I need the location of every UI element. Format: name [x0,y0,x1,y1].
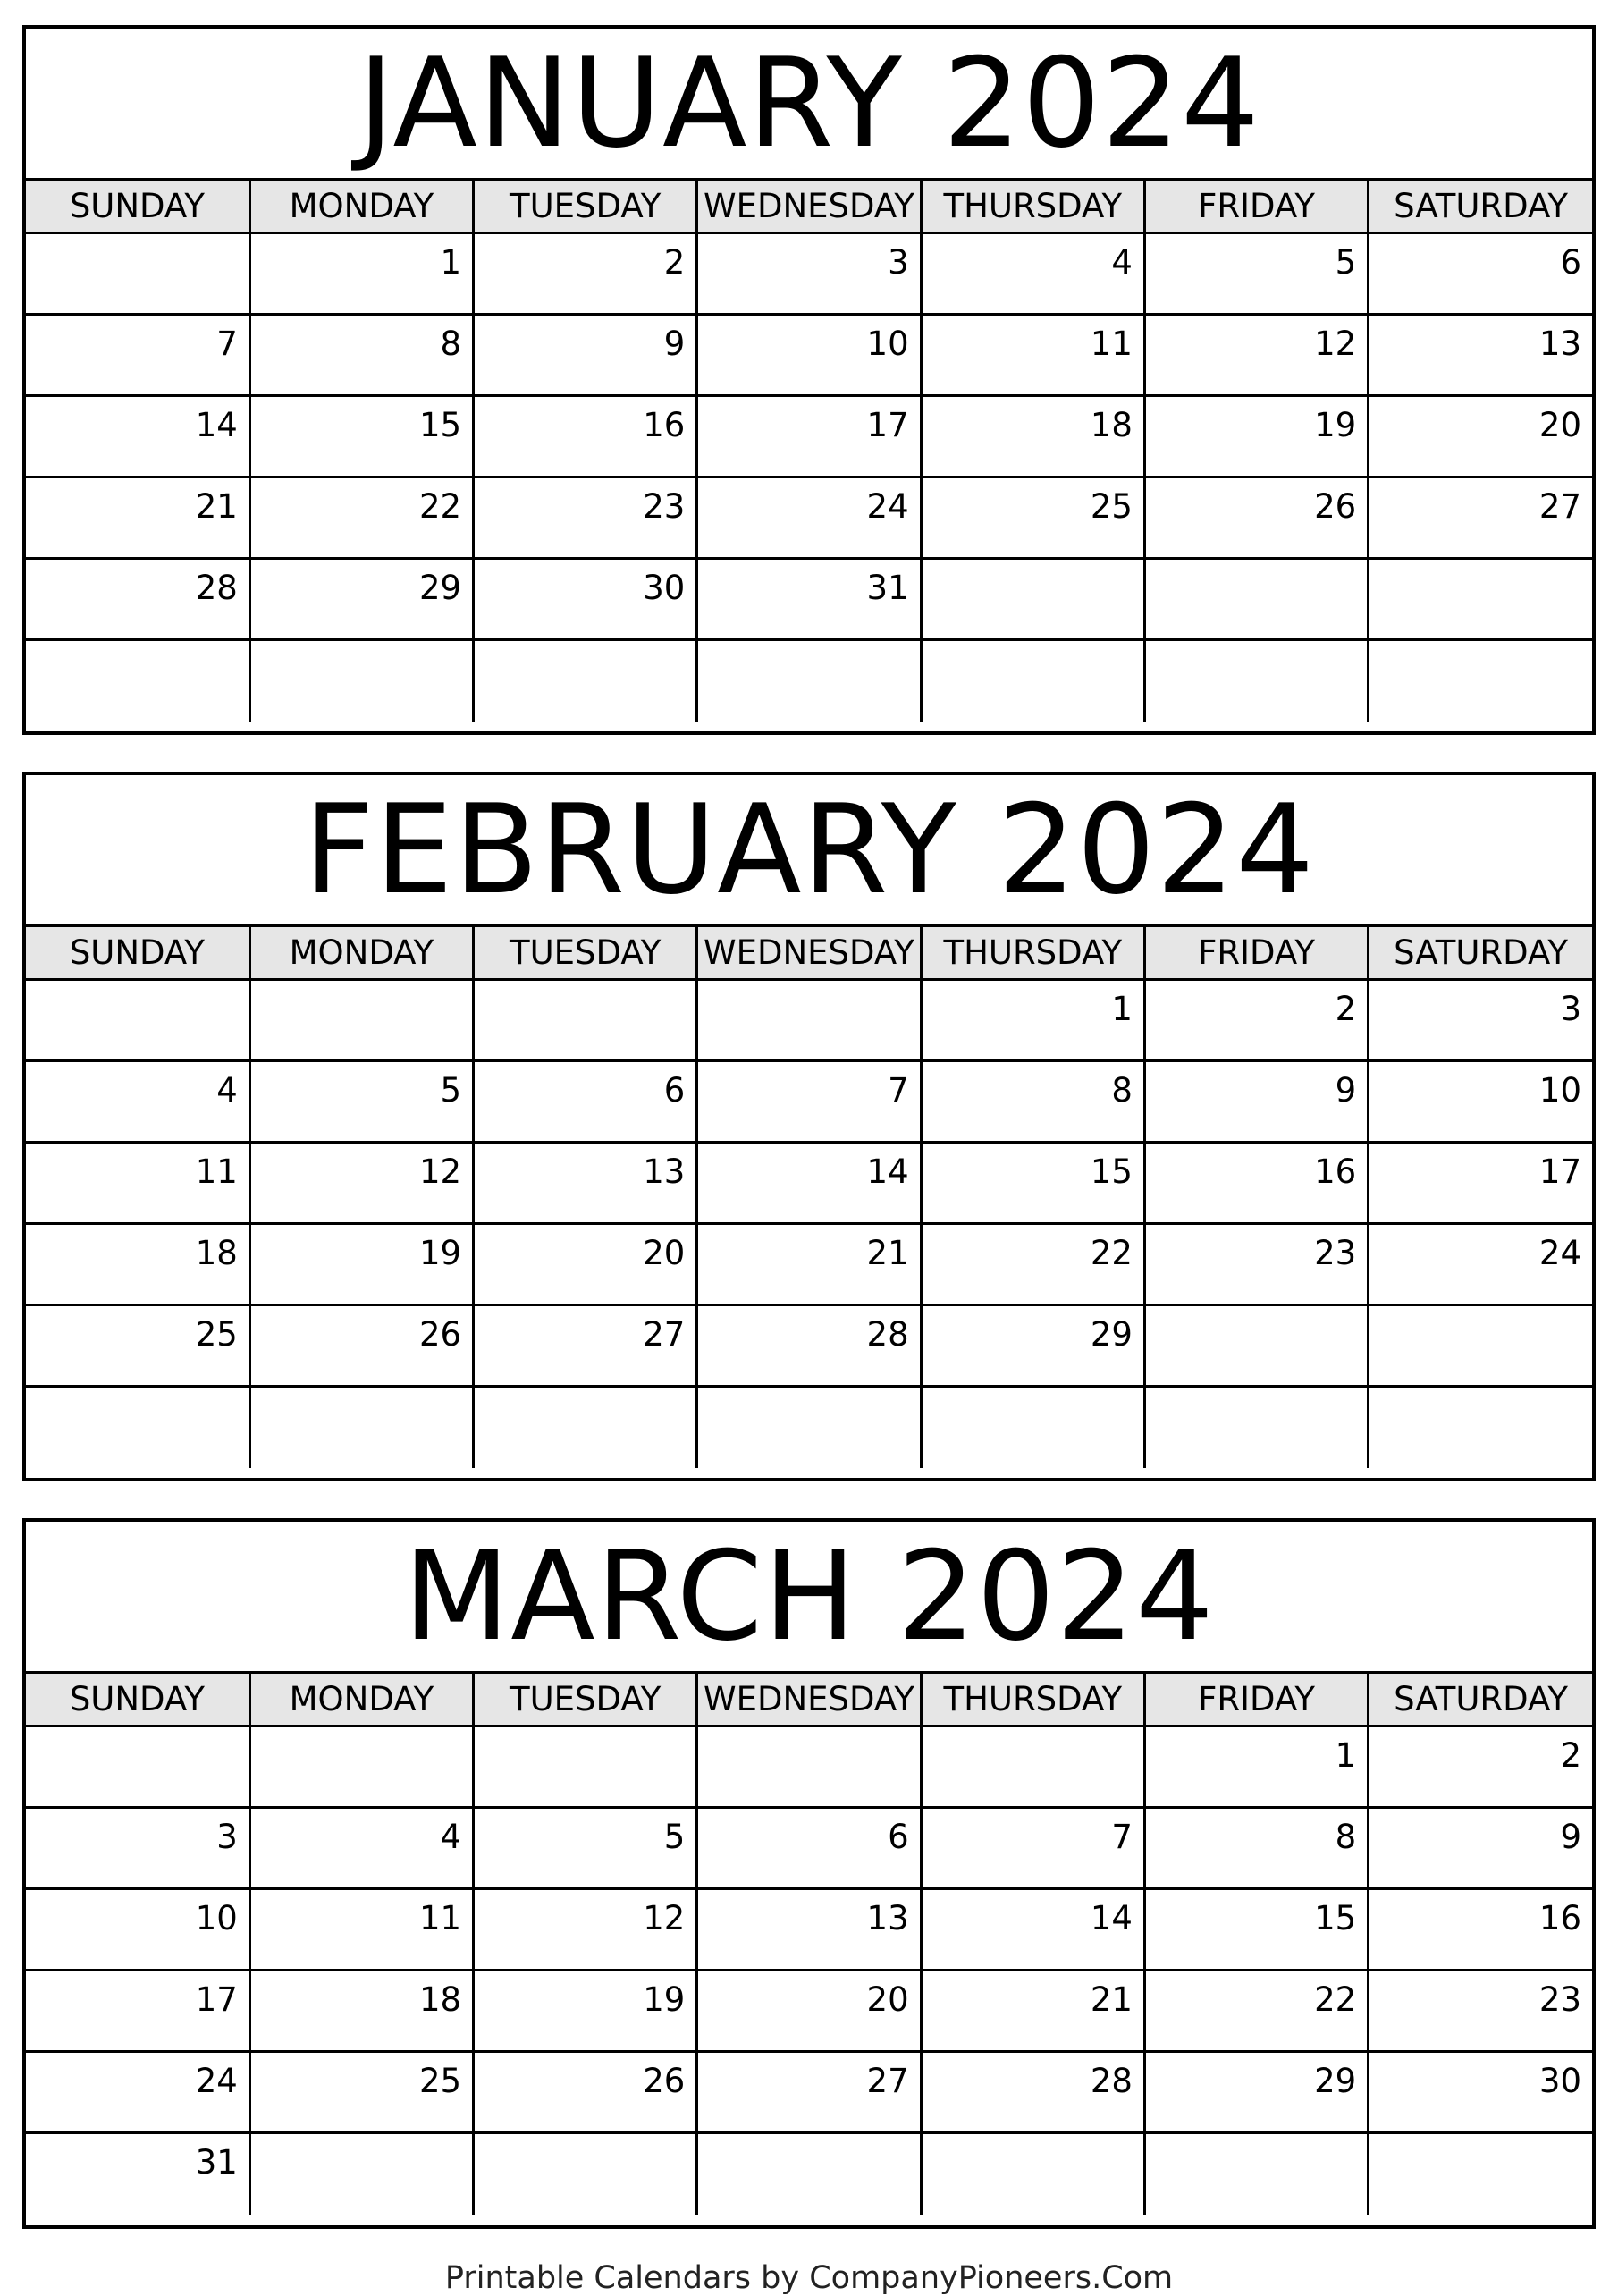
day-cell: 31 [26,2133,249,2215]
calendar-march [22,1518,1596,2229]
day-cell: 24 [1369,1224,1592,1305]
day-cell: 7 [697,1061,921,1143]
weekday-header: TUESDAY [474,927,697,980]
day-cell [474,1387,697,1468]
week-row [26,315,1592,396]
weekday-header-row [26,1674,1592,1726]
day-cell [26,1387,249,1468]
day-cell: 25 [26,1305,249,1387]
day-cell: 11 [26,1143,249,1224]
weekday-header: THURSDAY [921,1674,1144,1726]
week-row [26,477,1592,559]
calendar-february [22,772,1596,1481]
week-row [26,1305,1592,1387]
day-cell [1369,559,1592,640]
day-cell: 20 [474,1224,697,1305]
day-cell: 20 [697,1971,921,2052]
day-cell [921,640,1144,722]
footer-credit: Printable Calendars by CompanyPioneers.Com [444,2260,1174,2296]
weekday-header: MONDAY [249,927,473,980]
day-cell [697,640,921,722]
week-row [26,2052,1592,2133]
day-cell [1144,1305,1368,1387]
week-row [26,1387,1592,1468]
day-cell [474,2133,697,2215]
day-cell: 19 [249,1224,473,1305]
day-cell [1369,1387,1592,1468]
day-cell: 3 [1369,980,1592,1061]
day-cell: 8 [1144,1808,1368,1889]
day-cell [249,980,473,1061]
day-cell: 4 [249,1808,473,1889]
week-row [26,2133,1592,2215]
day-cell: 21 [697,1224,921,1305]
day-cell: 16 [1369,1889,1592,1971]
day-cell: 16 [474,396,697,477]
day-cell: 4 [921,233,1144,315]
day-cell: 11 [921,315,1144,396]
day-cell: 18 [921,396,1144,477]
day-cell [26,1726,249,1808]
day-cell: 19 [474,1971,697,2052]
day-cell [697,2133,921,2215]
day-cell: 19 [1144,396,1368,477]
day-cell: 14 [697,1143,921,1224]
weekday-header-row [26,181,1592,233]
weekday-header: FRIDAY [1144,181,1368,233]
day-cell: 27 [474,1305,697,1387]
day-cell: 1 [1144,1726,1368,1808]
day-cell: 15 [1144,1889,1368,1971]
weekday-header: WEDNESDAY [697,181,921,233]
day-cell: 2 [1369,1726,1592,1808]
day-cell: 3 [697,233,921,315]
day-cell: 26 [249,1305,473,1387]
day-cell: 21 [921,1971,1144,2052]
day-cell [697,980,921,1061]
weekday-header: FRIDAY [1144,1674,1368,1726]
weekday-header: THURSDAY [921,181,1144,233]
day-cell: 9 [474,315,697,396]
week-row [26,640,1592,722]
day-cell: 6 [697,1808,921,1889]
week-row [26,233,1592,315]
weekday-header: SATURDAY [1369,1674,1592,1726]
weekday-header: SUNDAY [26,181,249,233]
day-cell [249,1387,473,1468]
day-cell: 13 [697,1889,921,1971]
day-cell: 23 [474,477,697,559]
day-cell: 4 [26,1061,249,1143]
day-cell: 24 [26,2052,249,2133]
weekday-header: WEDNESDAY [697,1674,921,1726]
week-row [26,1061,1592,1143]
day-cell: 26 [474,2052,697,2133]
calendar-january [22,25,1596,735]
weekday-header: WEDNESDAY [697,927,921,980]
week-row [26,1971,1592,2052]
day-cell: 22 [1144,1971,1368,2052]
day-cell: 25 [249,2052,473,2133]
day-cell [1144,640,1368,722]
day-cell: 26 [1144,477,1368,559]
day-cell: 14 [921,1889,1144,1971]
day-cell: 5 [1144,233,1368,315]
day-cell [921,1726,1144,1808]
day-cell: 15 [921,1143,1144,1224]
day-cell: 9 [1369,1808,1592,1889]
day-cell [1369,1305,1592,1387]
day-cell: 12 [474,1889,697,1971]
day-cell: 6 [474,1061,697,1143]
day-cell: 2 [1144,980,1368,1061]
day-cell [1144,1387,1368,1468]
day-cell: 8 [921,1061,1144,1143]
day-cell: 29 [921,1305,1144,1387]
day-cell [697,1726,921,1808]
day-cell [1369,640,1592,722]
day-cell: 29 [1144,2052,1368,2133]
week-row [26,396,1592,477]
day-cell [474,1726,697,1808]
day-cell [249,640,473,722]
day-cell [921,1387,1144,1468]
week-row [26,1224,1592,1305]
day-cell: 20 [1369,396,1592,477]
day-cell [921,559,1144,640]
day-cell [474,980,697,1061]
month-title: JANUARY 2024 [26,29,1592,181]
day-cell: 18 [26,1224,249,1305]
day-cell: 24 [697,477,921,559]
day-cell: 11 [249,1889,473,1971]
day-cell: 10 [697,315,921,396]
day-cell: 27 [1369,477,1592,559]
weekday-header: MONDAY [249,181,473,233]
month-title: MARCH 2024 [26,1522,1592,1674]
day-cell [26,980,249,1061]
weekday-header: TUESDAY [474,181,697,233]
week-row [26,1808,1592,1889]
day-cell: 31 [697,559,921,640]
day-cell [26,233,249,315]
day-cell: 27 [697,2052,921,2133]
week-row [26,1889,1592,1971]
day-cell: 23 [1144,1224,1368,1305]
weekday-header: FRIDAY [1144,927,1368,980]
day-cell: 2 [474,233,697,315]
weekday-header: SATURDAY [1369,927,1592,980]
weekday-header: TUESDAY [474,1674,697,1726]
day-cell: 8 [249,315,473,396]
week-row [26,1726,1592,1808]
calendar-grid [26,181,1592,722]
calendar-grid [26,927,1592,1468]
day-cell: 17 [697,396,921,477]
day-cell: 7 [921,1808,1144,1889]
day-cell: 30 [1369,2052,1592,2133]
day-cell: 13 [474,1143,697,1224]
day-cell: 6 [1369,233,1592,315]
weekday-header: SUNDAY [26,1674,249,1726]
day-cell: 1 [921,980,1144,1061]
day-cell [1369,2133,1592,2215]
day-cell: 28 [921,2052,1144,2133]
day-cell: 12 [1144,315,1368,396]
day-cell: 5 [474,1808,697,1889]
day-cell [1144,559,1368,640]
day-cell: 28 [697,1305,921,1387]
day-cell: 12 [249,1143,473,1224]
day-cell: 29 [249,559,473,640]
day-cell: 1 [249,233,473,315]
day-cell [697,1387,921,1468]
calendar-grid [26,1674,1592,2215]
day-cell: 13 [1369,315,1592,396]
day-cell: 17 [1369,1143,1592,1224]
weekday-header: THURSDAY [921,927,1144,980]
day-cell: 9 [1144,1061,1368,1143]
day-cell [249,2133,473,2215]
day-cell: 25 [921,477,1144,559]
day-cell [1144,2133,1368,2215]
day-cell: 18 [249,1971,473,2052]
weekday-header: SATURDAY [1369,181,1592,233]
day-cell: 22 [249,477,473,559]
day-cell: 17 [26,1971,249,2052]
day-cell: 10 [1369,1061,1592,1143]
day-cell: 14 [26,396,249,477]
day-cell: 7 [26,315,249,396]
day-cell [249,1726,473,1808]
weekday-header: SUNDAY [26,927,249,980]
day-cell: 28 [26,559,249,640]
day-cell: 3 [26,1808,249,1889]
week-row [26,1143,1592,1224]
day-cell [474,640,697,722]
day-cell: 10 [26,1889,249,1971]
weekday-header: MONDAY [249,1674,473,1726]
day-cell [26,640,249,722]
day-cell: 22 [921,1224,1144,1305]
day-cell [921,2133,1144,2215]
day-cell: 21 [26,477,249,559]
day-cell: 16 [1144,1143,1368,1224]
week-row [26,980,1592,1061]
weekday-header-row [26,927,1592,980]
day-cell: 30 [474,559,697,640]
day-cell: 23 [1369,1971,1592,2052]
day-cell: 5 [249,1061,473,1143]
day-cell: 15 [249,396,473,477]
week-row [26,559,1592,640]
month-title: FEBRUARY 2024 [26,775,1592,927]
